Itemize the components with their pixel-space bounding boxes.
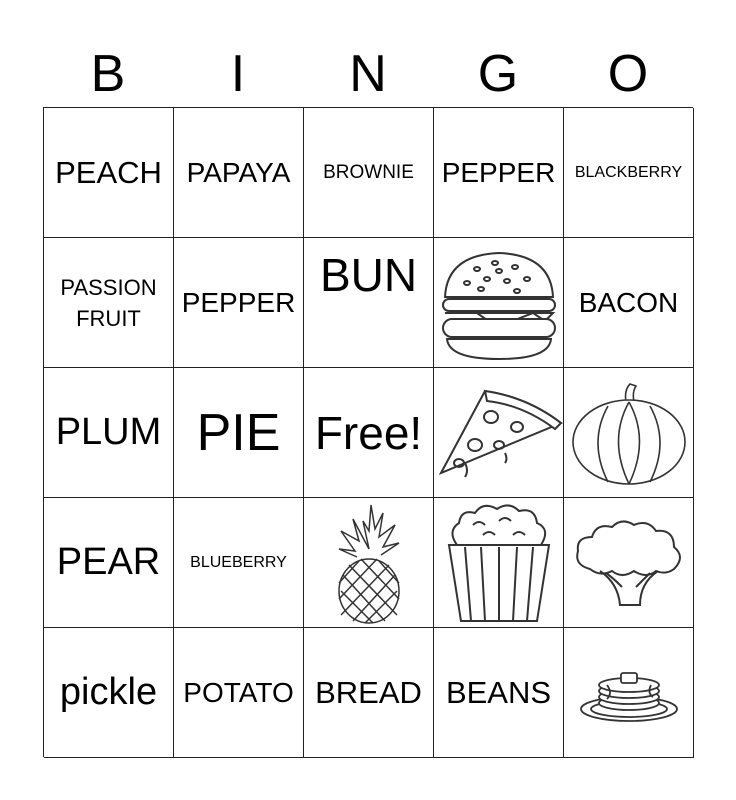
bingo-cell[interactable] [434,108,564,238]
bingo-cell[interactable] [564,498,694,628]
bingo-cell[interactable] [434,238,564,368]
bingo-cell[interactable] [174,368,304,498]
bingo-cell[interactable] [304,108,434,238]
bingo-cell[interactable] [304,628,434,758]
burger-icon [437,241,561,365]
bingo-cell[interactable] [174,498,304,628]
header-letter-o: O [607,45,649,103]
cell-label: PLUM [55,411,162,453]
cell-label: BLACKBERRY [574,163,683,181]
bingo-cell[interactable] [44,108,174,238]
header-letter-b: B [90,45,126,103]
cell-label: BUN [319,249,418,301]
popcorn-icon [443,501,555,625]
header-letter-i: I [230,45,246,103]
cell-label: BLUEBERRY [190,553,287,571]
cell-label: BACON [578,286,679,318]
bingo-cell[interactable] [304,498,434,628]
bingo-card-grid [43,107,693,757]
pineapple-icon [329,501,409,625]
bingo-cell[interactable] [44,368,174,498]
cell-label: BROWNIE [323,161,414,183]
header-letter-g: G [477,45,519,103]
bingo-cell free-space[interactable] [304,368,434,498]
bingo-cell[interactable] [174,108,304,238]
bingo-cell[interactable] [564,108,694,238]
pizza-slice-icon [435,383,563,483]
bingo-cell[interactable] [44,238,174,368]
cell-label: BREAD [315,674,422,710]
cell-label: pickle [59,671,158,713]
bingo-cell[interactable] [564,628,694,758]
cell-label: BEANS [445,674,552,710]
bingo-cell[interactable] [174,628,304,758]
bingo-cell[interactable] [304,238,434,368]
pumpkin-icon [568,380,690,486]
header-letter-n: N [349,45,387,103]
cell-label: POTATO [183,676,294,708]
cell-label: PEPPER [441,156,556,188]
bingo-cell[interactable] [44,628,174,758]
bingo-cell[interactable] [44,498,174,628]
pancakes-icon [577,661,681,725]
cell-label: PEAR [56,541,161,583]
cell-label: Free! [314,406,423,459]
cell-label: PASSION FRUIT [60,274,157,331]
bingo-cell[interactable] [434,368,564,498]
bingo-header [43,40,693,108]
bingo-cell[interactable] [434,498,564,628]
bingo-cell[interactable] [434,628,564,758]
cell-label: PEPPER [181,286,296,318]
cell-label: PAPAYA [186,156,291,188]
cell-label: PEACH [55,154,162,190]
bingo-cell[interactable] [564,238,694,368]
cell-label: PIE [196,403,281,462]
broccoli-icon [570,517,688,609]
bingo-cell[interactable] [564,368,694,498]
bingo-cell[interactable] [174,238,304,368]
